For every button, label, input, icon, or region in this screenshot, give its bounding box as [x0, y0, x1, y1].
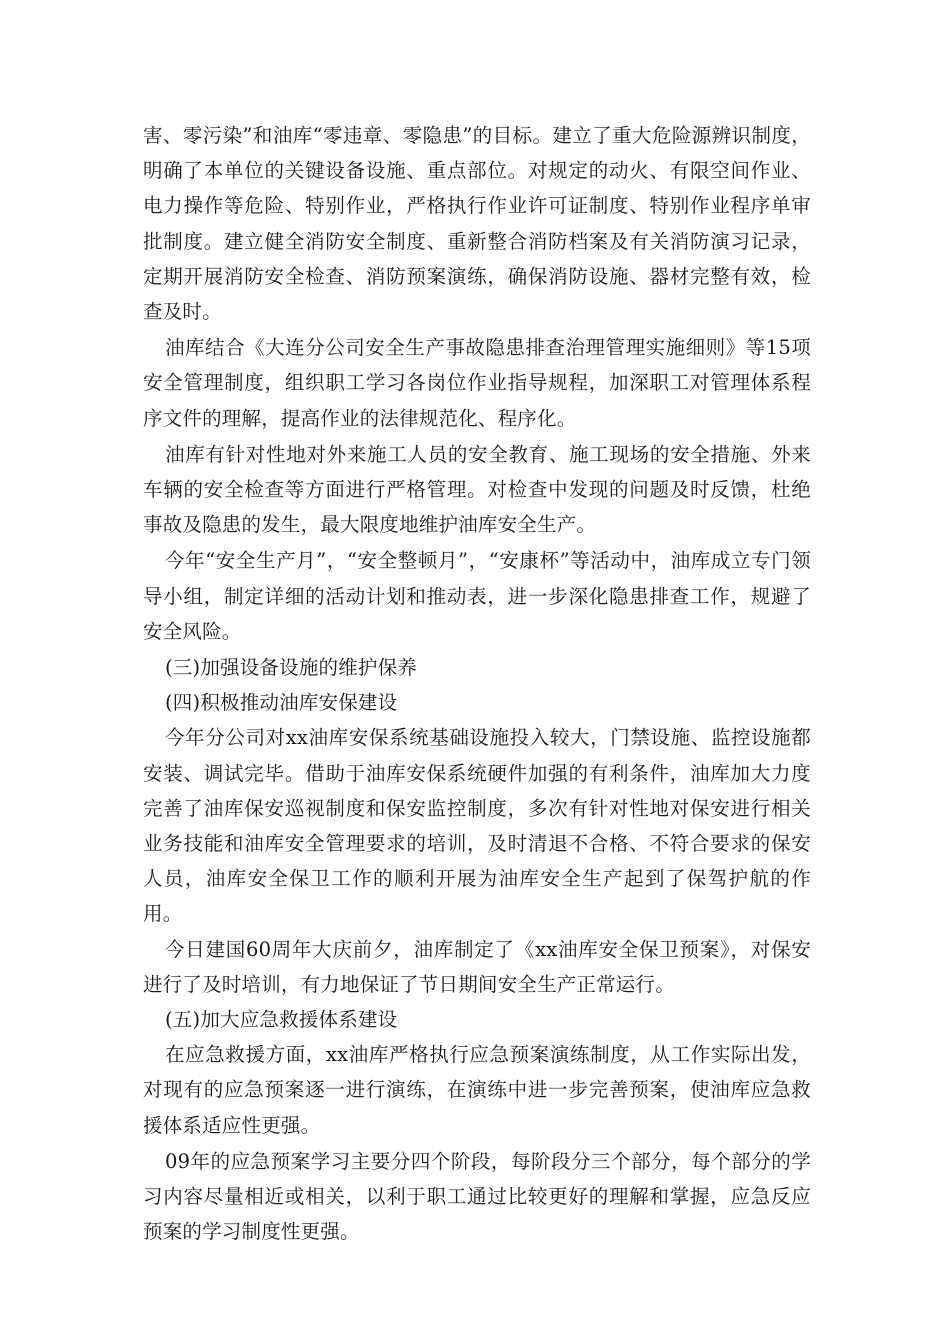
- paragraph-emergency-study: 09年的应急预案学习主要分四个阶段，每阶段分三个部分，每个部分的学习内容尽量相近或相关，以利于职工通过比较更好的理解和掌握，应急反应预案的学习制度性更强。: [143, 1149, 811, 1244]
- paragraph-safety-rules: 油库结合《大连分公司安全生产事故隐患排查治理管理实施细则》等15项安全管理制度，组织职工学习各岗位作业指导规程，加深职工对管理体系程序文件的理解，提高作业的法律规范化、程序化。: [143, 336, 811, 430]
- document-page: [143, 118, 811, 1250]
- section-heading-3: (三)加强设备设施的维护保养: [165, 656, 418, 680]
- paragraph-contractor-management: 油库有针对性地对外来施工人员的安全教育、施工现场的安全措施、外来车辆的安全检查等方面进行严格管理。对检查中发现的问题及时反馈，杜绝事故及隐患的发生，最大限度地维护油库安全生产。: [143, 442, 811, 537]
- paragraph-security-system: 今年分公司对xx油库安保系统基础设施投入较大，门禁设施、监控设施都安装、调试完毕。借助于油库安保系统硬件加强的有利条件，油库加大力度完善了油库保安巡视制度和保安监控制度，多次有针对性地对保安进行相关业务技能和油库安全管理要求的培训，及时清退不合格、不符合要求的保安人员，油库安全保卫工作的顺利开展为油库安全生产起到了保驾护航的作用。: [143, 726, 811, 926]
- paragraph-safety-month: 今年“安全生产月”，“安全整顿月”，“安康杯”等活动中，油库成立专门领导小组，制定详细的活动计划和推动表，进一步深化隐患排查工作，规避了安全风险。: [143, 549, 811, 643]
- paragraph-continuation: 害、零污染”和油库“零违章、零隐患”的目标。建立了重大危险源辨识制度，明确了本单位的关键设备设施、重点部位。对规定的动火、有限空间作业、电力操作等危险、特别作业，严格执行作业许可证制度、特别作业程序单审批制度。建立健全消防安全制度、重新整合消防档案及有关消防演习记录，定期开展消防安全检查、消防预案演练，确保消防设施、器材完整有效，检查及时。: [143, 124, 811, 324]
- section-heading-4: (四)积极推动油库安保建设: [165, 691, 398, 715]
- paragraph-national-day: 今日建国60周年大庆前夕，油库制定了《xx油库安全保卫预案》，对保安进行了及时培训，有力地保证了节日期间安全生产正常运行。: [143, 937, 811, 996]
- section-heading-5: (五)加大应急救援体系建设: [165, 1008, 398, 1032]
- paragraph-emergency-rescue: 在应急救援方面，xx油库严格执行应急预案演练制度，从工作实际出发，对现有的应急预案逐一进行演练，在演练中进一步完善预案，使油库应急救援体系适应性更强。: [143, 1043, 811, 1137]
